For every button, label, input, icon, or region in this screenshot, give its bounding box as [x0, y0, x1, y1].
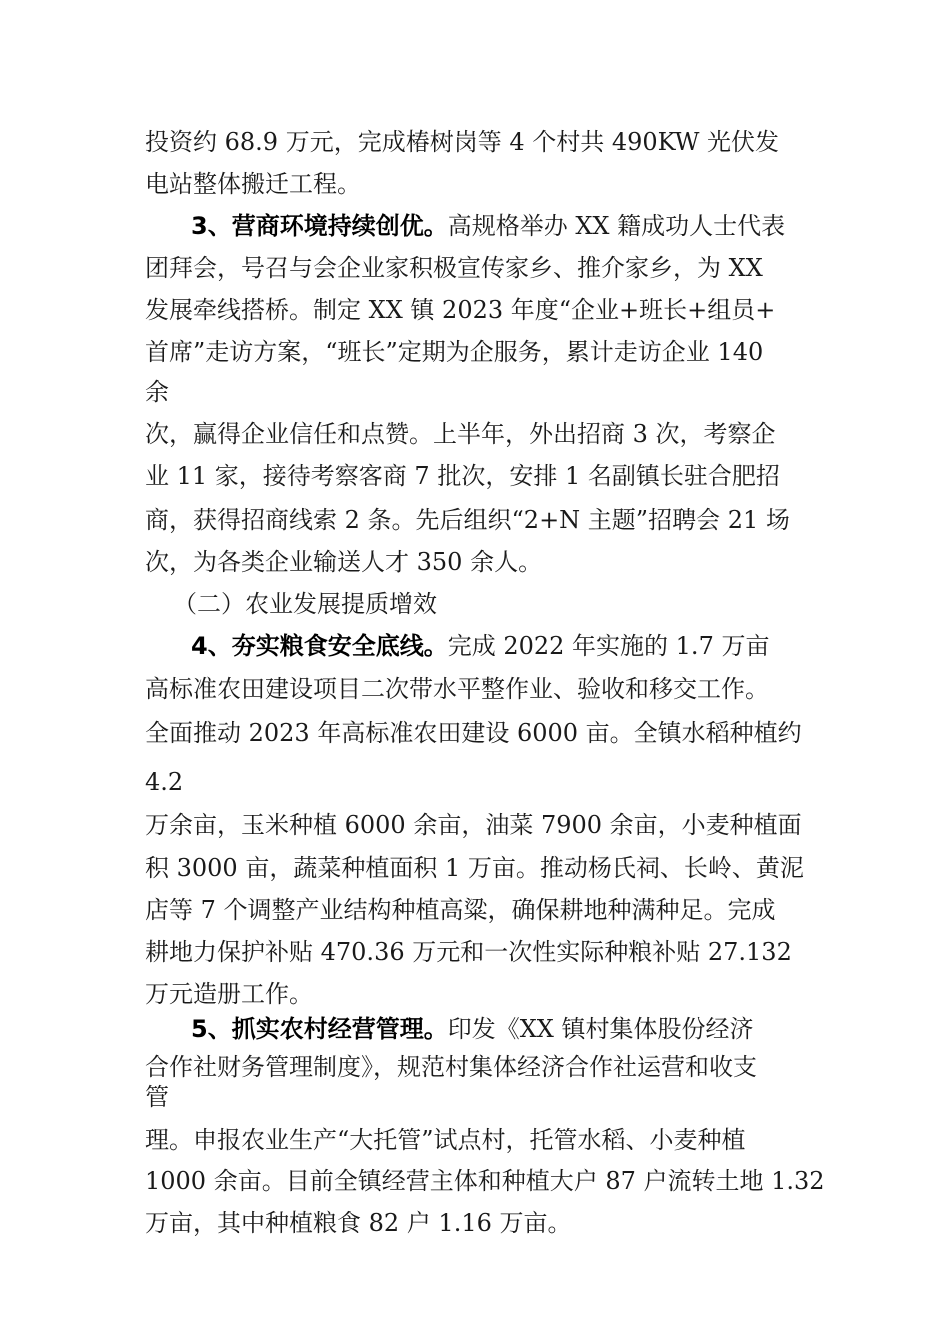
text-line — [145, 169, 361, 199]
text-line — [145, 853, 804, 883]
line-text: 印发《XX 镇村集体股份经济 — [447, 1015, 754, 1043]
text-line — [145, 253, 763, 283]
text-line — [145, 895, 776, 925]
text-line — [145, 1125, 746, 1155]
text-line — [145, 718, 802, 748]
line-text: 耕地力保护补贴 470.36 万元和一次性实际种粮补贴 27.132 — [145, 938, 792, 966]
text-line — [145, 505, 790, 535]
line-text: （二）农业发展提质增效 — [173, 590, 437, 618]
paragraph-heading-line — [191, 1014, 754, 1044]
section-heading-4: 4、夯实粮食安全底线。 — [191, 632, 448, 660]
text-line — [145, 1052, 757, 1082]
line-text: 业 11 家，接待考察客商 7 批次，安排 1 名副镇长驻合肥招 — [145, 462, 780, 490]
line-text: 全面推动 2023 年高标准农田建设 6000 亩。全镇水稻种植约 — [145, 719, 802, 747]
line-text: 余 — [145, 378, 169, 406]
line-text: 首席”走访方案，“班长”定期为企服务，累计走访企业 140 — [145, 338, 764, 366]
line-text: 发展牵线搭桥。制定 XX 镇 2023 年度“企业+班长+组员+ — [145, 296, 776, 324]
text-line — [145, 461, 780, 491]
text-line — [145, 547, 542, 577]
text-line — [145, 674, 769, 704]
line-text: 商，获得招商线索 2 条。先后组织“2+N 主题”招聘会 21 场 — [145, 506, 790, 534]
text-line — [145, 127, 779, 157]
line-text: 电站整体搬迁工程。 — [145, 170, 361, 198]
text-line — [145, 419, 776, 449]
line-text: 4.2 — [145, 768, 184, 796]
section-title — [173, 589, 437, 619]
line-text: 合作社财务管理制度》，规范村集体经济合作社运营和收支 — [145, 1053, 757, 1081]
text-line — [145, 377, 169, 407]
line-text: 团拜会，号召与会企业家积极宣传家乡、推介家乡，为 XX — [145, 254, 763, 282]
line-text: 万元造册工作。 — [145, 980, 313, 1008]
line-text: 次，赢得企业信任和点赞。上半年，外出招商 3 次，考察企 — [145, 420, 776, 448]
text-line — [145, 810, 802, 840]
line-text: 管 — [145, 1083, 169, 1111]
section-heading-3: 3、营商环境持续创优。 — [191, 212, 448, 240]
line-text: 理。申报农业生产“大托管”试点村，托管水稻、小麦种植 — [145, 1126, 746, 1154]
paragraph-heading-line — [191, 211, 785, 241]
text-line — [145, 1166, 825, 1196]
line-text: 完成 2022 年实施的 1.7 万亩 — [447, 632, 770, 660]
text-line — [145, 295, 775, 325]
text-line — [145, 1208, 572, 1238]
section-heading-5: 5、抓实农村经营管理。 — [191, 1015, 448, 1043]
line-text: 万亩，其中种植粮食 82 户 1.16 万亩。 — [145, 1209, 572, 1237]
text-line — [145, 1082, 169, 1112]
text-line — [145, 979, 313, 1009]
text-line — [145, 937, 792, 967]
line-text: 高标准农田建设项目二次带水平整作业、验收和移交工作。 — [145, 675, 769, 703]
line-text: 积 3000 亩，蔬菜种植面积 1 万亩。推动杨氏祠、长岭、黄泥 — [145, 854, 804, 882]
paragraph-heading-line — [191, 631, 769, 661]
text-line — [145, 767, 183, 797]
line-text: 店等 7 个调整产业结构种植高粱，确保耕地种满种足。完成 — [145, 896, 776, 924]
line-text: 1000 余亩。目前全镇经营主体和种植大户 87 户流转土地 1.32 — [145, 1167, 825, 1195]
text-line — [145, 337, 763, 367]
line-text: 高规格举办 XX 籍成功人士代表 — [447, 212, 786, 240]
line-text: 万余亩，玉米种植 6000 余亩，油菜 7900 余亩，小麦种植面 — [145, 811, 802, 839]
line-text: 投资约 68.9 万元，完成椿树岗等 4 个村共 490KW 光伏发 — [145, 128, 780, 156]
line-text: 次，为各类企业输送人才 350 余人。 — [145, 548, 543, 576]
